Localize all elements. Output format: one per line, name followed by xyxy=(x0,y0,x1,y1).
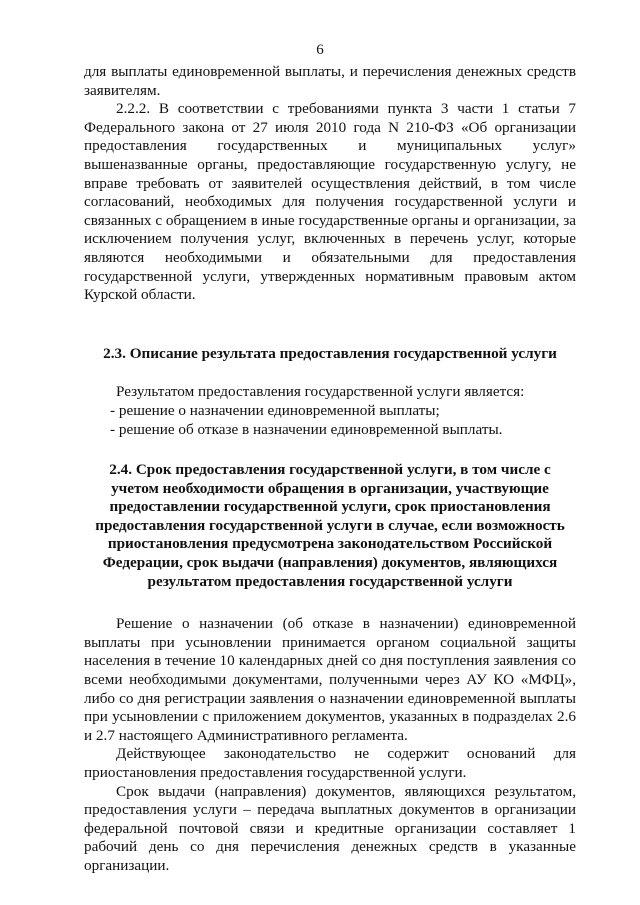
paragraph-2-2-2: 2.2.2. В соответствии с требованиями пункта 3 части 1 статьи 7 Федерального закона от 27 июля 2010 года N 210-ФЗ «Об организации предоставления государственных и муниципальных услуг» вышеназванные органы, предоставляющие государственную услугу, не вправе требовать от заявителей осуществления действий, в том числе согласований, необходимых для получения государственной услуги и связанных с обращением в иные государственные органы и организации, за исключением получения услуг, включенных в перечень услуг, которые являются необходимыми и обязательными для предоставления государственной услуги, утвержденных нормативным правовым актом Курской области. xyxy=(84,100,576,304)
section-2-4-paragraph-delivery: Срок выдачи (направления) документов, являющихся результатом, предоставления услуги – передача выплатных документов в организации федеральной почтовой связи и кредитные организации составляет 1 рабочий день со дня перечисления денежных средств в указанные организации. xyxy=(84,782,576,874)
section-2-4-heading: 2.4. Срок предоставления государственной услуги, в том числе с учетом необходимости обращения в организации, участвующие предоставлении государственной услуги, срок приостановления предоставления государственной услуги в случае, если возможность приостановления предусмотрена законодательством Российской Федерации, срок выдачи (направления) документов, являющихся результатом предоставления государственной услуги xyxy=(95,461,565,590)
paragraph-continuation: для выплаты единовременной выплаты, и перечисления денежных средств заявителям. xyxy=(84,63,576,99)
page-content xyxy=(84,63,576,876)
result-item-refusal: - решение об отказе в назначении единовременной выплаты. xyxy=(110,420,503,438)
page-number: 6 xyxy=(316,42,324,58)
section-2-3-heading: 2.3. Описание результата предоставления государственной услуги xyxy=(103,344,557,362)
section-2-4-paragraph-legislation: Действующее законодательство не содержит оснований для приостановления предоставления государственной услуги. xyxy=(84,745,576,781)
section-2-3-intro: Результатом предоставления государственной услуги является: xyxy=(116,383,525,401)
result-item-approval: - решение о назначении единовременной выплаты; xyxy=(110,401,440,419)
section-2-4-paragraph-decision: Решение о назначении (об отказе в назначении) единовременной выплаты при усыновлении принимается органом социальной защиты населения в течение 10 календарных дней со дня поступления заявления со всеми необходимыми документами, полученными через АУ КО «МФЦ», либо со дня регистрации заявления о назначении единовременной выплаты при усыновлении с приложением документов, указанных в подразделах 2.6 и 2.7 настоящего Административного регламента. xyxy=(84,615,576,744)
